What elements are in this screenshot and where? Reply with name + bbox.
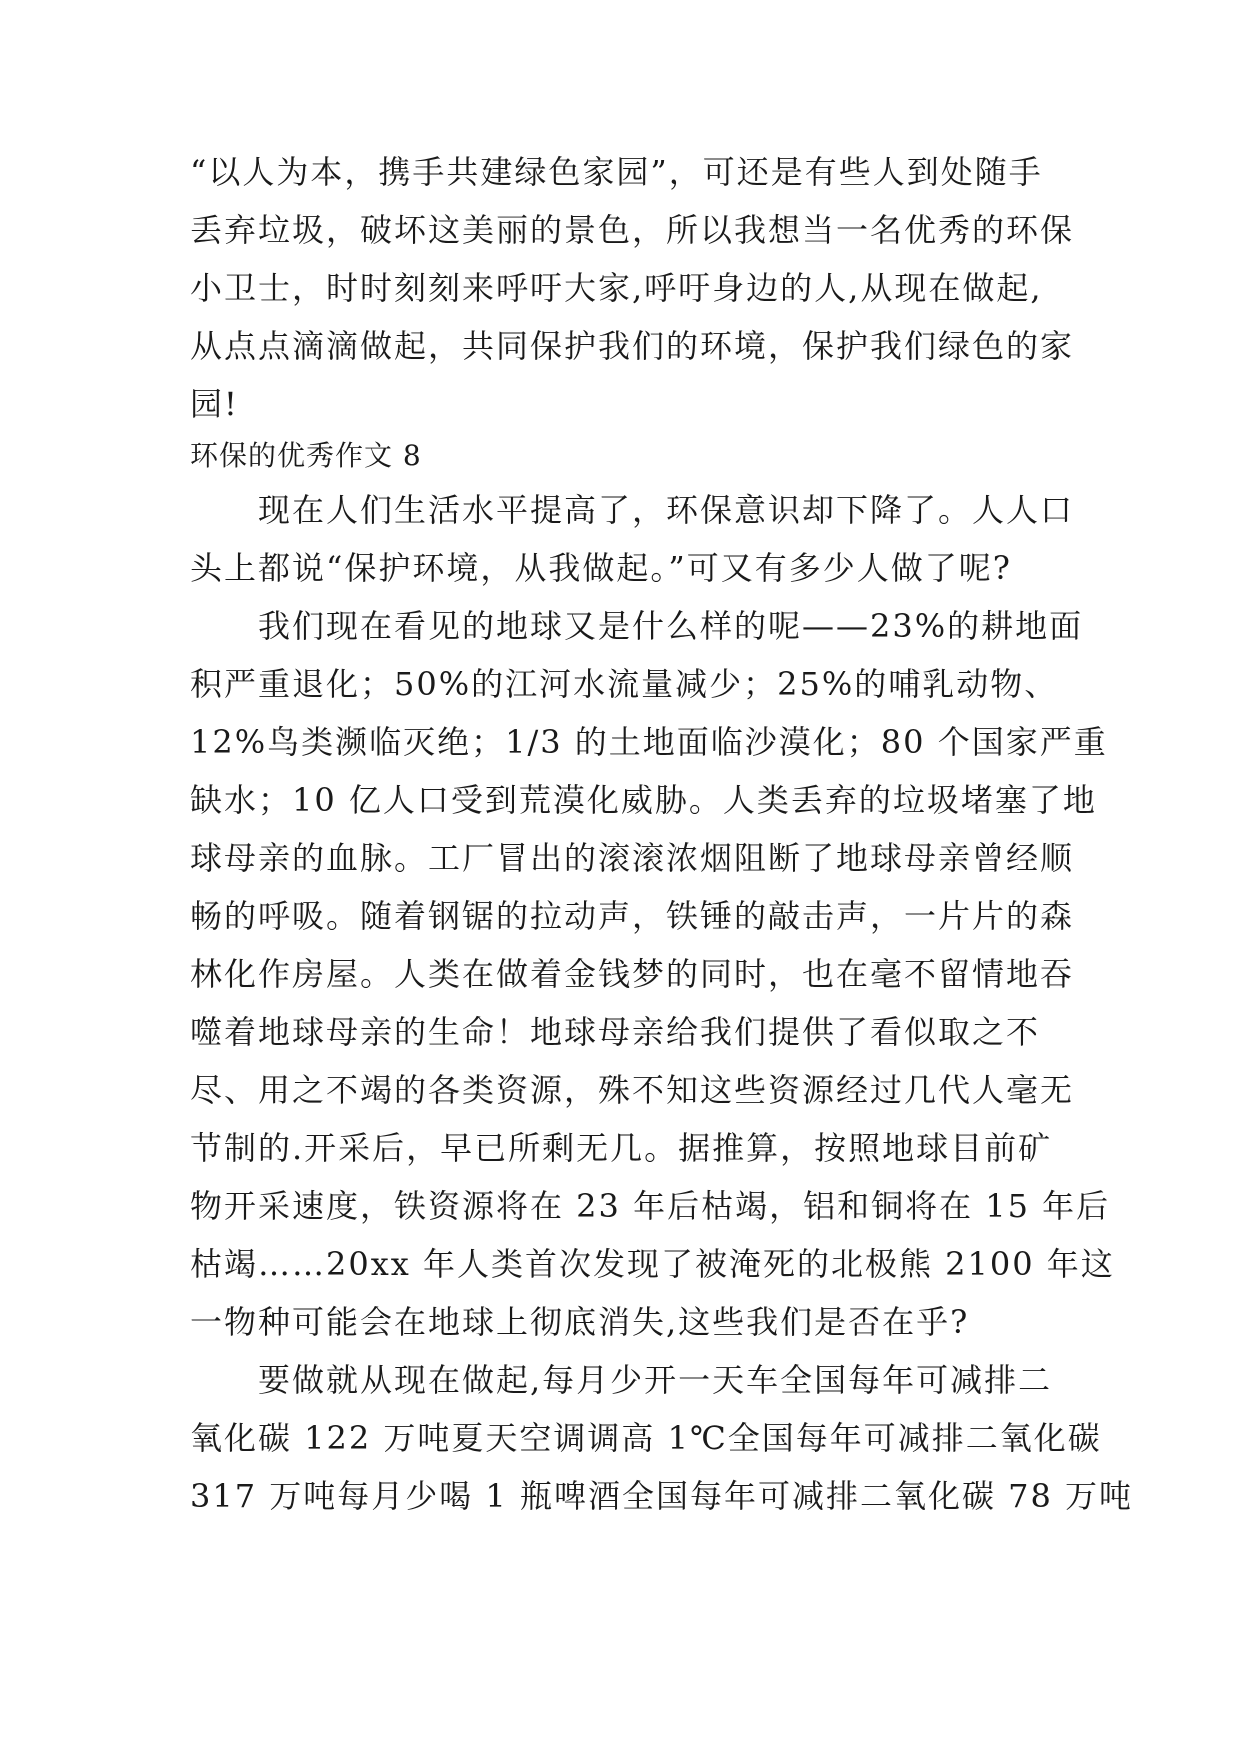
paragraph-line: 一物种可能会在地球上彻底消失,这些我们是否在乎? <box>190 1303 970 1341</box>
paragraph-line: 林化作房屋。人类在做着金钱梦的同时，也在毫不留情地吞 <box>190 955 1075 993</box>
paragraph-line: 现在人们生活水平提高了，环保意识却下降了。人人口 <box>258 491 1075 529</box>
paragraph-line: 12%鸟类濒临灭绝；1/3 的土地面临沙漠化；80 个国家严重 <box>190 723 1108 761</box>
paragraph-line: 节制的.开采后，早已所剩无几。据推算，按照地球目前矿 <box>190 1129 1053 1167</box>
paragraph-line: 小卫士，时时刻刻来呼吁大家,呼吁身边的人,从现在做起, <box>190 269 1043 307</box>
paragraph-line: 从点点滴滴做起，共同保护我们的环境，保护我们绿色的家 <box>190 327 1075 365</box>
paragraph-line: “以人为本，携手共建绿色家园”，可还是有些人到处随手 <box>190 153 1043 191</box>
paragraph-line: 园! <box>190 385 239 423</box>
paragraph-line: 物开采速度，铁资源将在 23 年后枯竭，铝和铜将在 15 年后 <box>190 1187 1111 1225</box>
paragraph-line: 头上都说“保护环境，从我做起。”可又有多少人做了呢? <box>190 549 1012 587</box>
paragraph-line: 噬着地球母亲的生命！地球母亲给我们提供了看似取之不 <box>190 1013 1041 1051</box>
paragraph-line: 缺水；10 亿人口受到荒漠化威胁。人类丢弃的垃圾堵塞了地 <box>190 781 1097 819</box>
paragraph-line: 317 万吨每月少喝 1 瓶啤酒全国每年可减排二氧化碳 78 万吨 <box>190 1477 1134 1515</box>
paragraph-line: 积严重退化；50%的江河水流量减少；25%的哺乳动物、 <box>190 665 1059 703</box>
paragraph-line: 氧化碳 122 万吨夏天空调调高 1℃全国每年可减排二氧化碳 <box>190 1419 1102 1457</box>
paragraph-line: 枯竭……20xx 年人类首次发现了被淹死的北极熊 2100 年这 <box>190 1245 1115 1283</box>
paragraph-line: 尽、用之不竭的各类资源，殊不知这些资源经过几代人毫无 <box>190 1071 1075 1109</box>
section-heading: 环保的优秀作文 8 <box>190 439 422 472</box>
paragraph-line: 要做就从现在做起,每月少开一天车全国每年可减排二 <box>258 1361 1053 1399</box>
paragraph-line: 畅的呼吸。随着钢锯的拉动声，铁锤的敲击声，一片片的森 <box>190 897 1075 935</box>
paragraph-line: 丢弃垃圾，破坏这美丽的景色，所以我想当一名优秀的环保 <box>190 211 1075 249</box>
paragraph-line: 我们现在看见的地球又是什么样的呢——23%的耕地面 <box>258 607 1084 645</box>
paragraph-line: 球母亲的血脉。工厂冒出的滚滚浓烟阻断了地球母亲曾经顺 <box>190 839 1075 877</box>
